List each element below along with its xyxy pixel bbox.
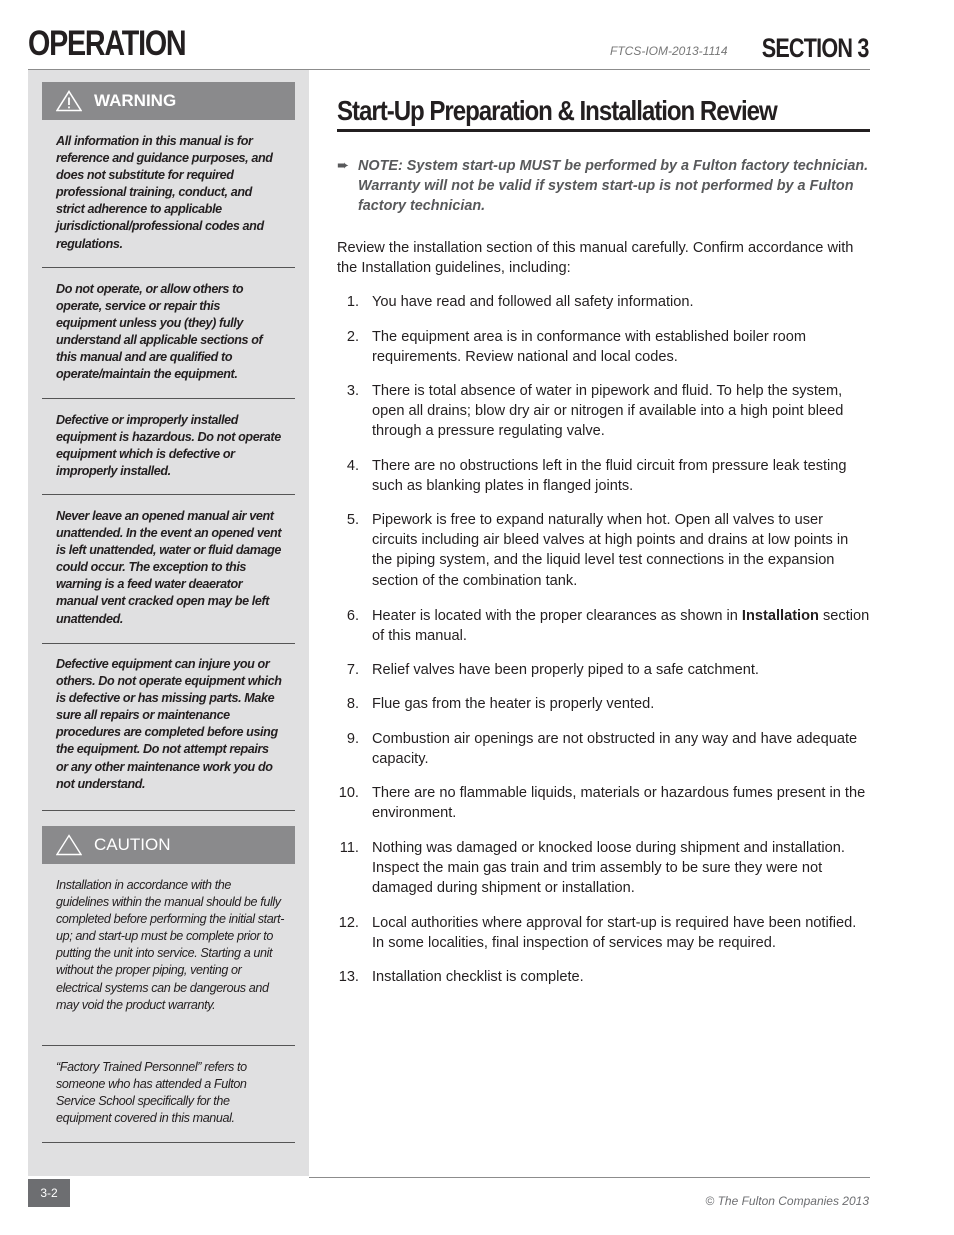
item-text: Flue gas from the heater is properly vented. [372,696,655,712]
item-text: Pipework is free to expand naturally when hot. Open all valves to user circuits including air bleed valves at high points and drains at low points in the piping system, and the liquid level test connections in the expansion section of the combination tank. [372,512,849,589]
item-number: 3. [346,383,359,399]
warning-divider [42,398,295,399]
item-number: 12. [338,915,359,931]
item-number: 10. [338,785,359,801]
list-item [337,292,872,312]
note-block [337,156,877,216]
warning-text-2: Do not operate, or allow others to operate, service or repair this equipment unless you (they) fully understand all applicable sections of this manual and are qualified to operate/maintain the equipment. [56,282,263,382]
item-number: 11. [339,840,359,856]
warning-label: WARNING [94,91,177,110]
list-item [337,327,872,367]
list-item [337,729,872,769]
list-item [337,967,872,987]
page-number: 3-2 [28,1179,70,1207]
warning-text-5: Defective equipment can injure you or others. Do not operate equipment which is defective or has missing parts. Make sure all repairs or maintenance procedures are completed before using the equipment. Do not attempt repairs or any other maintenance work you do not understand. [56,657,282,791]
list-item [337,660,872,680]
main-heading: Start-Up Preparation & Installation Review [337,95,777,126]
caution-triangle-icon [56,834,82,856]
list-item [337,913,872,953]
item-text-bold: Installation [741,608,819,624]
list-item [337,694,872,714]
item-text: There is total absence of water in pipework and fluid. To help the system, open all drains; blow dry air or nitrogen if available into a high point bleed through a pressure regulating valve. [372,383,844,440]
note-text: NOTE: System start-up MUST be performed by a Fulton factory technician. Warranty will not be valid if system start-up is not performed by a Fulton factory technician. [358,158,869,214]
warning-text-3: Defective or improperly installed equipment is hazardous. Do not operate equipment which is defective or improperly installed. [56,413,281,479]
warning-divider [42,267,295,268]
item-text [372,606,872,646]
warning-header [42,82,295,120]
item-number: 2. [346,329,359,345]
item-number: 6. [346,608,359,624]
item-text: Local authorities where approval for start-up is required have been notified. In some localities, final inspection of services may be required. [372,915,857,952]
warning-divider [42,494,295,495]
item-number: 13. [338,969,359,985]
item-text: There are no flammable liquids, materials or hazardous fumes present in the environment. [372,785,866,822]
item-number: 7. [346,662,359,678]
list-item [337,783,872,823]
item-number: 5. [346,512,359,528]
list-item [337,838,872,899]
item-text: You have read and followed all safety information. [372,294,694,310]
item-number: 8. [346,696,359,712]
item-number: 1. [346,294,359,310]
list-item [337,606,872,646]
item-text-end: section of this manual. [372,608,870,645]
caution-label: CAUTION [94,835,171,854]
caution-divider [42,1142,295,1143]
page-section-title: OPERATION [28,24,186,63]
item-text: Relief valves have been properly piped to a safe catchment. [372,662,759,678]
document-id: FTCS-IOM-2013-1114 [610,44,728,58]
list-item [337,510,872,591]
item-number: 4. [346,458,359,474]
warning-divider [42,643,295,644]
item-text: There are no obstructions left in the fluid circuit from pressure leak testing such as blanking plates in flanged joints. [372,458,847,495]
list-item [337,381,872,442]
arrow-right-icon: ➨ [337,158,350,174]
item-text: Nothing was damaged or knocked loose during shipment and installation. Inspect the main gas train and trim assembly to be sure they were not damaged during shipment or installation. [372,840,845,897]
footer-divider [309,1177,870,1178]
item-text: Installation checklist is complete. [372,969,584,985]
caution-text-1: Installation in accordance with the guidelines within the manual should be fully completed before performing the initial start-up; and start-up must be complete prior to putting the unit into service. Starting a unit without the proper piping, venting or electrical systems can be dangerous and may void the product warranty. [56,878,284,1012]
warning-text-4: Never leave an opened manual air vent unattended. In the event an opened vent is left unattended, water or fluid damage could occur. The exception to this warning is a feed water deaerator manual vent cracked open may be left unattended. [56,509,282,626]
item-text: Combustion air openings are not obstructed in any way and have adequate capacity. [372,731,858,768]
heading-underline [337,129,870,132]
caution-header [42,826,295,864]
warning-text-1: All information in this manual is for reference and guidance purposes, and does not substitute for required professional training, conduct, and strict adherence to applicable jurisdictional/professional codes and regulations. [56,134,273,251]
caution-divider [42,1045,295,1046]
list-item [337,456,872,496]
copyright-notice: © The Fulton Companies 2013 [705,1194,869,1208]
item-number: 9. [346,731,359,747]
intro-paragraph: Review the installation section of this manual carefully. Confirm accordance with the Installation guidelines, including: [337,240,854,277]
warning-divider [42,810,295,811]
caution-text-2: “Factory Trained Personnel” refers to someone who has attended a Fulton Service School specifically for the equipment covered in this manual. [56,1060,247,1126]
section-label: SECTION 3 [762,33,869,63]
item-text: The equipment area is in conformance with established boiler room requirements. Review national and local codes. [372,329,806,366]
warning-triangle-icon [56,90,82,112]
item-text-start: Heater is located with the proper clearances as shown in [372,608,742,624]
